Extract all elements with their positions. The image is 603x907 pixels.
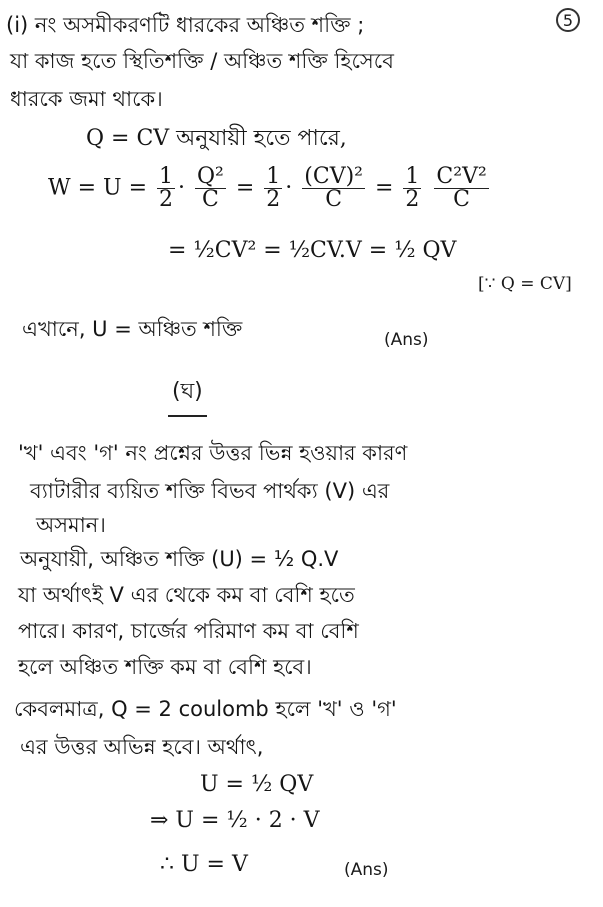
numerator: (CV)² bbox=[304, 164, 363, 189]
equation-energy: W = U = $\frac{1}{2}$ · $\frac{\text{Q²}}{C}$ = $\frac{1}{2}$ · $\frac{\text{(CV)²}}{C}$ = $\frac{1}{2}$ $\frac{\text{C²V²}}{C}$ bbox=[48, 164, 487, 212]
paragraph-line-9: এর উত্তর অভিন্ন হবে। অর্থাৎ, bbox=[20, 735, 264, 759]
denominator: C bbox=[202, 187, 219, 212]
equation-energy-line-2: = ½CV² = ½CV.V = ½ QV bbox=[168, 238, 457, 263]
equation-prefix: W = U = bbox=[48, 175, 147, 201]
paragraph-line-2: ব্যাটারীর ব্যয়িত শক্তি বিভব পার্থক্য (V) এর bbox=[30, 479, 390, 503]
numerator: 1 bbox=[266, 164, 281, 189]
numerator: Q² bbox=[197, 164, 224, 189]
paragraph-line-3: অসমান। bbox=[36, 513, 106, 537]
answer-mark-1: (Ans) bbox=[384, 330, 429, 350]
paragraph-line-7: হলে অঞ্চিত শক্তি কম বা বেশি হবে। bbox=[18, 655, 312, 679]
denominator: 2 bbox=[159, 187, 173, 212]
fraction-half-2 bbox=[264, 166, 282, 211]
text-line-3: ধারকে জমা থাকে। bbox=[10, 87, 163, 111]
text-line-1: (i) নং অসমীকরণটি ধারকের অঞ্চিত শক্তি ; bbox=[6, 13, 365, 37]
denominator: 2 bbox=[266, 187, 281, 212]
final-equation-2: ⇒ U = ½ · 2 · V bbox=[150, 808, 320, 833]
denominator: 2 bbox=[405, 187, 420, 212]
final-equation-3: ∴ U = V bbox=[160, 852, 248, 877]
heading-underline bbox=[168, 415, 207, 417]
equation-q-cv: Q = CV অনুযায়ী হতে পারে, bbox=[86, 126, 347, 151]
section-heading-text: (ঘ) bbox=[172, 379, 203, 404]
paragraph-line-8: কেবলমাত্র, Q = 2 coulomb হলে 'খ' ও 'গ' bbox=[14, 697, 397, 721]
paragraph-line-1: 'খ' এবং 'গ' নং প্রশ্নের উত্তর ভিন্ন হওয়ার কারণ bbox=[18, 441, 408, 465]
page-number: 5 bbox=[562, 10, 574, 30]
fraction-half-1 bbox=[157, 166, 175, 211]
text-line-2: যা কাজ হতে স্থিতিশক্তি / অঞ্চিত শক্তি হিসেবে bbox=[10, 49, 394, 73]
fraction-c2v2-c bbox=[434, 166, 488, 211]
fraction-cv2-c bbox=[302, 166, 365, 211]
numerator: 1 bbox=[405, 164, 420, 189]
paragraph-line-6: পারে। কারণ, চার্জের পরিমাণ কম বা বেশি bbox=[18, 619, 359, 643]
denominator: C bbox=[453, 187, 471, 212]
denominator: C bbox=[325, 187, 343, 212]
paragraph-line-4: অনুযায়ী, অঞ্চিত শক্তি (U) = ½ Q.V bbox=[20, 547, 339, 571]
paragraph-line-5: যা অর্থাৎই V এর থেকে কম বা বেশি হতে bbox=[18, 583, 355, 607]
fraction-half-3 bbox=[403, 166, 421, 211]
page-number-badge bbox=[556, 8, 580, 32]
text-line-ekhane: এখানে, U = অঞ্চিত শক্তি bbox=[22, 317, 243, 341]
final-equation-1: U = ½ QV bbox=[200, 772, 314, 797]
answer-mark-2: (Ans) bbox=[344, 860, 389, 880]
fraction-q2-c bbox=[195, 166, 226, 211]
numerator: 1 bbox=[159, 164, 173, 189]
section-heading bbox=[172, 374, 203, 411]
numerator: C²V² bbox=[436, 164, 487, 189]
bracket-note: [∵ Q = CV] bbox=[478, 274, 572, 294]
